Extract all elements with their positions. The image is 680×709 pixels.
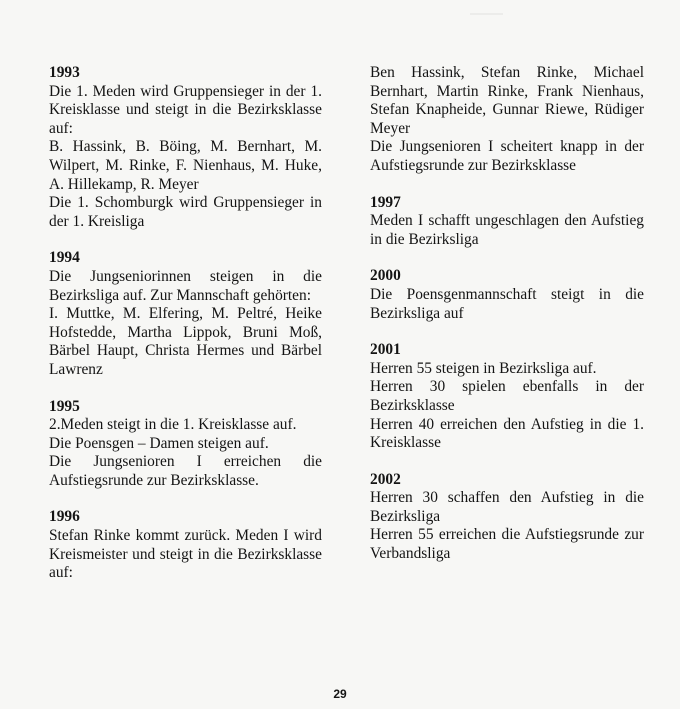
entry-text: Herren 55 steigen in Bezirksliga auf. [370, 359, 597, 377]
entry-year: 1996 [49, 508, 80, 526]
entry-text: Stefan Rinke kommt zurück. Meden I wird Kreismeister und steigt in die Bezirksklasse auf: [49, 527, 322, 582]
entry-text: B. Hassink, B. Böing, M. Bernhart, M. Wilpert, M. Rinke, F. Nienhaus, M. Huke, A. Hillekamp, R. Meyer [49, 138, 322, 193]
chronicle-entry [49, 508, 322, 582]
chronicle-entry [370, 267, 644, 323]
entry-year: 1995 [49, 397, 80, 415]
left-column [49, 64, 322, 601]
entry-text: Die Jungsenioren I erreichen die Aufstiegsrunde zur Bezirksklasse. [49, 453, 322, 489]
entry-text: 2.Meden steigt in die 1. Kreisklasse auf. [49, 416, 297, 434]
entry-year: 2001 [370, 341, 401, 359]
entry-text: Herren 30 schaffen den Aufstieg in die Bezirksliga [370, 489, 644, 525]
page-number: 29 [333, 687, 347, 701]
chronicle-entry [49, 398, 322, 491]
entry-text: Die 1. Meden wird Gruppensieger in der 1. Kreisklasse und steigt in die Bezirksklasse auf: [49, 82, 322, 137]
entry-text: Ben Hassink, Stefan Rinke, Michael Bernhart, Martin Rinke, Frank Nienhaus, Stefan Knapheide, Gunnar Riewe, Rüdiger Meyer [370, 64, 644, 137]
entry-year: 2000 [370, 267, 401, 285]
chronicle-entry [370, 341, 644, 453]
entry-year: 1993 [49, 64, 80, 81]
entry-text: Die Poensgenmannschaft steigt in die Bezirksliga auf [370, 285, 644, 322]
chronicle-entry [370, 471, 644, 564]
entry-year: 1994 [49, 249, 80, 267]
entry-text: I. Muttke, M. Elfering, M. Peltré, Heike Hofstedde, Martha Lippok, Bruni Moß, Bärbel Haupt, Christa Hermes und Bärbel Lawrenz [49, 305, 322, 378]
entry-text: Herren 40 erreichen den Aufstieg in die 1. Kreisklasse [370, 415, 644, 452]
chronicle-entry [370, 64, 644, 176]
chronicle-entry [49, 64, 322, 231]
entry-text: Herren 30 spielen ebenfalls in der Bezirksklasse [370, 378, 644, 414]
entry-text: Die Jungsenioren I scheitert knapp in der Aufstiegsrunde zur Bezirksklasse [370, 138, 644, 174]
entry-text: Die Jungseniorinnen steigen in die Bezirksliga auf. Zur Mannschaft gehörten: [49, 267, 322, 304]
entry-text: Meden I schafft ungeschlagen den Aufstieg in die Bezirksliga [370, 212, 644, 248]
entry-text: Herren 55 erreichen die Aufstiegsrunde zur Verbandsliga [370, 526, 644, 563]
entry-text: Die 1. Schomburgk wird Gruppensieger in der 1. Kreisliga [49, 194, 322, 230]
chronicle-entry [49, 249, 322, 379]
entry-text: Die Poensgen – Damen steigen auf. [49, 434, 269, 452]
show-through-decoration: ⎯⎯⎯⎯⎯⎯ [470, 8, 503, 20]
entry-year: 1997 [370, 193, 401, 211]
entry-year: 2002 [370, 470, 401, 488]
right-column [370, 64, 644, 582]
chronicle-entry [370, 194, 644, 250]
